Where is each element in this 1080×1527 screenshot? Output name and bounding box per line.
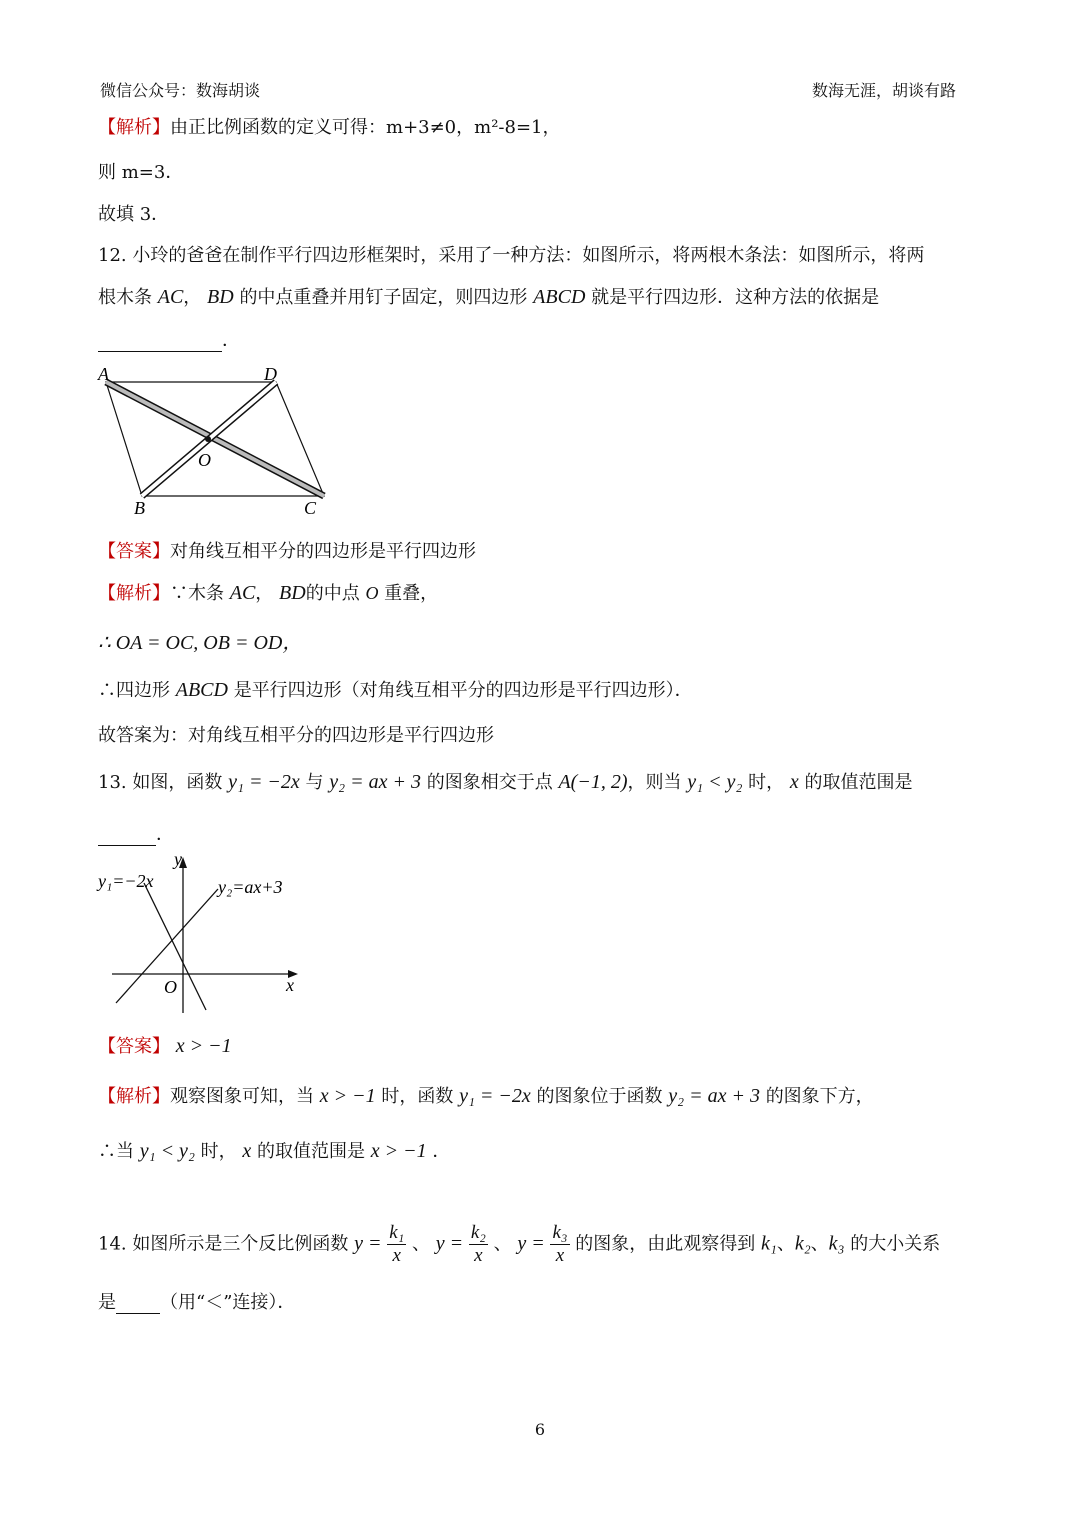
math-AC: AC bbox=[229, 582, 256, 604]
question-number: 12. bbox=[98, 245, 127, 266]
q13-analysis-line2 bbox=[98, 1137, 450, 1163]
q13-text: 时， bbox=[748, 772, 785, 793]
answer-blank bbox=[98, 331, 222, 352]
separator: 、 bbox=[493, 1233, 512, 1255]
q13-text: 与 bbox=[305, 772, 324, 793]
blank-end: ． bbox=[222, 330, 240, 351]
question-number: 14. bbox=[98, 1233, 127, 1255]
y-axis-label: y bbox=[174, 849, 182, 869]
label-B: B bbox=[134, 498, 145, 518]
q13-text: ，则当 bbox=[627, 772, 682, 793]
separator: 、 bbox=[776, 1233, 795, 1255]
math-y-eq: y = bbox=[435, 1232, 464, 1255]
q12-answer bbox=[98, 537, 476, 563]
q14-text: 的大小关系 bbox=[850, 1233, 941, 1255]
math-y1: y₁ = −2x bbox=[228, 771, 300, 793]
q14-stem-line2 bbox=[98, 1288, 295, 1314]
math-inequality: y₁ < y₂ bbox=[139, 1140, 195, 1162]
analysis-text: 是平行四边形（对角线互相平分的四边形是平行四边形）． bbox=[233, 680, 693, 701]
answer-text: x > −1 bbox=[175, 1035, 232, 1057]
q12-analysis-line2 bbox=[98, 626, 302, 655]
label-D: D bbox=[264, 364, 277, 384]
label-O: O bbox=[198, 450, 211, 470]
q14-text: 如图所示是三个反比例函数 bbox=[132, 1233, 349, 1255]
q12-text2a: 根木条 bbox=[98, 287, 152, 308]
answer-tag: 【答案】 bbox=[98, 541, 170, 562]
q14-stem-line1 bbox=[98, 1222, 940, 1267]
math-y-eq: y = bbox=[354, 1232, 382, 1255]
q13-analysis-line1 bbox=[98, 1082, 874, 1108]
q12-text1: 小玲的爸爸在制作平行四边形框架时，采用了一种方法：如图所示，将两根木条法：如图所示，将两 bbox=[132, 245, 925, 266]
comma: ， bbox=[255, 583, 274, 604]
q12-stem-line2 bbox=[98, 283, 879, 309]
fraction-k3: $\frac{\text{k₃}}{x}$ bbox=[552, 1222, 568, 1266]
analysis-tag: 【解析】 bbox=[98, 1086, 170, 1107]
q12-analysis-line3 bbox=[98, 676, 693, 702]
math-ABCD: ABCD bbox=[175, 679, 228, 701]
q11-fill: 故填 3． bbox=[98, 204, 170, 225]
math-ABCD: ABCD bbox=[533, 286, 586, 308]
q13-stem bbox=[98, 768, 912, 794]
math-AC: AC bbox=[157, 286, 184, 308]
linear-functions-figure bbox=[92, 845, 312, 1017]
separator: 、 bbox=[810, 1233, 829, 1255]
q14-text: 的图象，由此观察得到 bbox=[575, 1233, 756, 1255]
math-point-a: A(−1, 2) bbox=[558, 771, 628, 793]
math-result: x > −1 bbox=[370, 1140, 427, 1162]
q12-analysis-line1 bbox=[98, 579, 438, 605]
analysis-text: ∴四边形 bbox=[98, 680, 170, 701]
math-condition: x > −1 bbox=[319, 1085, 376, 1107]
math-x: x bbox=[789, 771, 799, 793]
answer-tag: 【答案】 bbox=[98, 1036, 170, 1057]
q13-text: 如图，函数 bbox=[132, 772, 223, 793]
math-k3: k₃ bbox=[828, 1232, 845, 1255]
label-C: C bbox=[304, 498, 317, 518]
math-k2: k₂ bbox=[794, 1232, 811, 1255]
fraction-k2: $\frac{\text{k₂}}{x}$ bbox=[470, 1222, 486, 1266]
analysis-text: ∵木条 bbox=[170, 583, 224, 604]
comma: ， bbox=[183, 287, 202, 308]
math-inequality: y₁ < y₂ bbox=[687, 771, 743, 793]
math-y2: y₂ = ax + 3 bbox=[668, 1085, 760, 1107]
label-A: A bbox=[98, 364, 109, 384]
analysis-tag: 【解析】 bbox=[98, 117, 170, 138]
analysis-text: 观察图象可知，当 bbox=[170, 1086, 314, 1107]
line-y2-label: y₂=ax+3 bbox=[218, 877, 283, 897]
analysis-text: 的图象位于函数 bbox=[536, 1086, 663, 1107]
q11-analysis bbox=[98, 113, 561, 139]
analysis-text: 的图象下方， bbox=[765, 1086, 874, 1107]
analysis-text: ． bbox=[432, 1141, 451, 1162]
x-axis-label: x bbox=[286, 975, 294, 995]
math-BD: BD bbox=[279, 582, 306, 604]
fraction-k1: $\frac{\text{k₁}}{x}$ bbox=[389, 1222, 405, 1266]
header-right: 数海无涯，胡谈有路 bbox=[811, 81, 956, 100]
math-k1: k₁ bbox=[760, 1232, 777, 1255]
math-y-eq: y = bbox=[517, 1232, 545, 1255]
math-O: O bbox=[365, 583, 379, 603]
math-equalities: ∴ OA = OC, OB = OD， bbox=[98, 632, 303, 654]
analysis-text: 时，函数 bbox=[381, 1086, 454, 1107]
q12-analysis-line4: 故答案为：对角线互相平分的四边形是平行四边形 bbox=[98, 725, 494, 746]
analysis-text: 的中点 bbox=[305, 583, 360, 604]
q13-text: 的图象相交于点 bbox=[426, 772, 553, 793]
answer-blank bbox=[116, 1293, 160, 1314]
question-number: 13. bbox=[98, 772, 127, 793]
q13-answer-blank bbox=[98, 820, 174, 846]
q12-answer-blank bbox=[98, 326, 240, 352]
math-x: x bbox=[242, 1140, 252, 1162]
math-y1: y₁ = −2x bbox=[459, 1085, 531, 1107]
separator: 、 bbox=[412, 1233, 430, 1255]
stick-ac-inner bbox=[106, 382, 324, 496]
nail-point bbox=[205, 436, 211, 442]
analysis-text: 的取值范围是 bbox=[256, 1141, 365, 1162]
answer-blank bbox=[98, 825, 156, 846]
analysis-text: 时， bbox=[200, 1141, 237, 1162]
line-y1-label: y₁=−2x bbox=[98, 871, 154, 891]
analysis-text: 由正比例函数的定义可得：m+3≠0，m²-8=1， bbox=[170, 117, 561, 138]
q12-text2c: 就是平行四边形．这种方法的依据是 bbox=[591, 287, 880, 308]
blank-end: ． bbox=[156, 824, 174, 845]
answer-text: 对角线互相平分的四边形是平行四边形 bbox=[170, 541, 476, 562]
analysis-text: ∴当 bbox=[98, 1141, 134, 1162]
page-number: 6 bbox=[534, 1420, 546, 1439]
analysis-tag: 【解析】 bbox=[98, 583, 170, 604]
q12-text2b: 的中点重叠并用钉子固定，则四边形 bbox=[239, 287, 528, 308]
math-BD: BD bbox=[207, 286, 234, 308]
header-left: 微信公众号：数海胡谈 bbox=[100, 81, 261, 100]
q14-text: （用“＜”连接）． bbox=[160, 1292, 296, 1313]
q12-stem-line1 bbox=[98, 241, 924, 267]
parallelogram-figure bbox=[92, 360, 332, 522]
q13-answer bbox=[98, 1032, 232, 1058]
origin-label: O bbox=[164, 977, 177, 997]
analysis-text: 重叠， bbox=[384, 583, 439, 604]
q11-result: 则 m=3． bbox=[98, 162, 184, 183]
q13-text: 的取值范围是 bbox=[804, 772, 913, 793]
q14-text: 是 bbox=[98, 1292, 116, 1313]
math-y2: y₂ = ax + 3 bbox=[329, 771, 421, 793]
